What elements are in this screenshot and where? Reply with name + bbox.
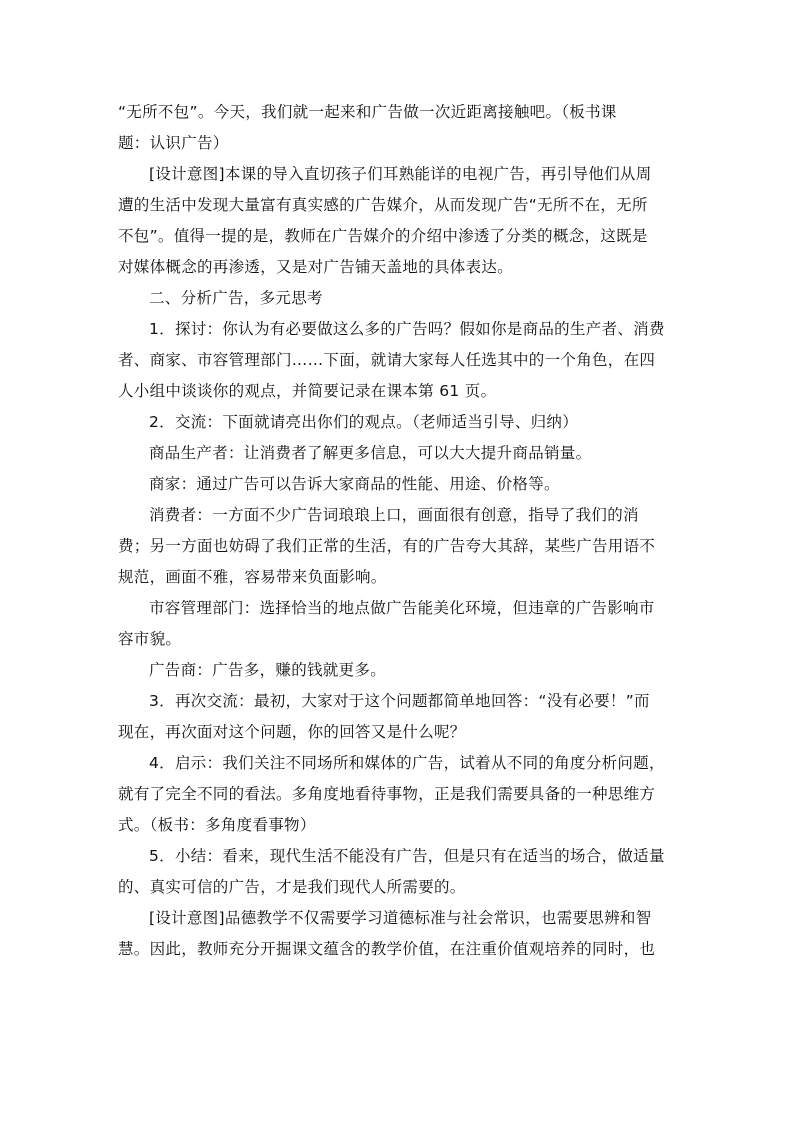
text-line: 二、分析广告，多元思考 <box>149 289 323 307</box>
text-line: 规范，画面不雅，容易带来负面影响。 <box>118 568 387 586</box>
paragraph <box>118 841 683 903</box>
paragraph <box>118 97 683 159</box>
paragraph <box>118 159 683 283</box>
paragraph <box>118 314 683 407</box>
text-line: 消费者：一方面不少广告词琅琅上口，画面很有创意，指导了我们的消 <box>149 506 639 524</box>
text-line: 广告商：广告多，赚的钱就更多。 <box>149 661 387 679</box>
text-line: 不包”。值得一提的是，教师在广告媒介的介绍中渗透了分类的概念，这既是 <box>118 227 648 245</box>
paragraph <box>118 686 683 748</box>
paragraph <box>118 593 683 655</box>
text-line: 2．交流：下面就请亮出你们的观点。（老师适当引导、归纳） <box>149 413 579 431</box>
text-line: 慧。因此，教师充分开掘课文蕴含的教学价值，在注重价值观培养的同时，也 <box>118 940 656 958</box>
text-line: 就有了完全不同的看法。多角度地看待事物，正是我们需要具备的一种思维方 <box>118 785 656 803</box>
text-line: 的、真实可信的广告，才是我们现代人所需要的。 <box>118 878 466 896</box>
text-line: 题：认识广告） <box>118 134 229 152</box>
text-line: 4．启示：我们关注不同场所和媒体的广告，试着从不同的角度分析问题， <box>149 754 665 772</box>
text-line: 对媒体概念的再渗透，又是对广告铺天盖地的具体表达。 <box>118 258 514 276</box>
paragraph <box>118 283 683 314</box>
text-line: 式。（板书：多角度看事物） <box>118 816 316 834</box>
text-line: 遭的生活中发现大量富有真实感的广告媒介，从而发现广告“无所不在，无所 <box>118 196 648 214</box>
paragraph <box>118 903 683 965</box>
text-line: 市容管理部门：选择恰当的地点做广告能美化环境，但违章的广告影响市 <box>149 599 655 617</box>
text-line: 商品生产者：让消费者了解更多信息，可以大大提升商品销量。 <box>149 444 592 462</box>
paragraph <box>118 655 683 686</box>
text-line: 费；另一方面也妨碍了我们正常的生活，有的广告夸大其辞，某些广告用语不 <box>118 537 656 555</box>
paragraph <box>118 469 683 500</box>
text-line: 现在，再次面对这个问题，你的回答又是什么呢？ <box>118 723 466 741</box>
text-line: 1．探讨：你认为有必要做这么多的广告吗？假如你是商品的生产者、消费 <box>149 320 665 338</box>
document-body <box>118 97 683 965</box>
text-line: 容市貌。 <box>118 630 182 648</box>
text-line: 3．再次交流：最初，大家对于这个问题都简单地回答：“没有必要！”而 <box>149 692 650 710</box>
text-line: [设计意图]品德教学不仅需要学习道德标准与社会常识，也需要思辨和智 <box>149 909 652 927</box>
text-line: “无所不包”。今天，我们就一起来和广告做一次近距离接触吧。（板书课 <box>118 103 617 121</box>
paragraph <box>118 748 683 841</box>
paragraph <box>118 500 683 593</box>
paragraph <box>118 407 683 438</box>
text-line: 人小组中谈谈你的观点，并简要记录在课本第 61 页。 <box>118 382 497 400</box>
text-line: [设计意图]本课的导入直切孩子们耳熟能详的电视广告，再引导他们从周 <box>149 165 652 183</box>
text-line: 商家：通过广告可以告诉大家商品的性能、用途、价格等。 <box>149 475 560 493</box>
paragraph <box>118 438 683 469</box>
text-line: 5．小结：看来，现代生活不能没有广告，但是只有在适当的场合，做适量 <box>149 847 665 865</box>
text-line: 者、商家、市容管理部门……下面，就请大家每人任选其中的一个角色，在四 <box>118 351 656 369</box>
